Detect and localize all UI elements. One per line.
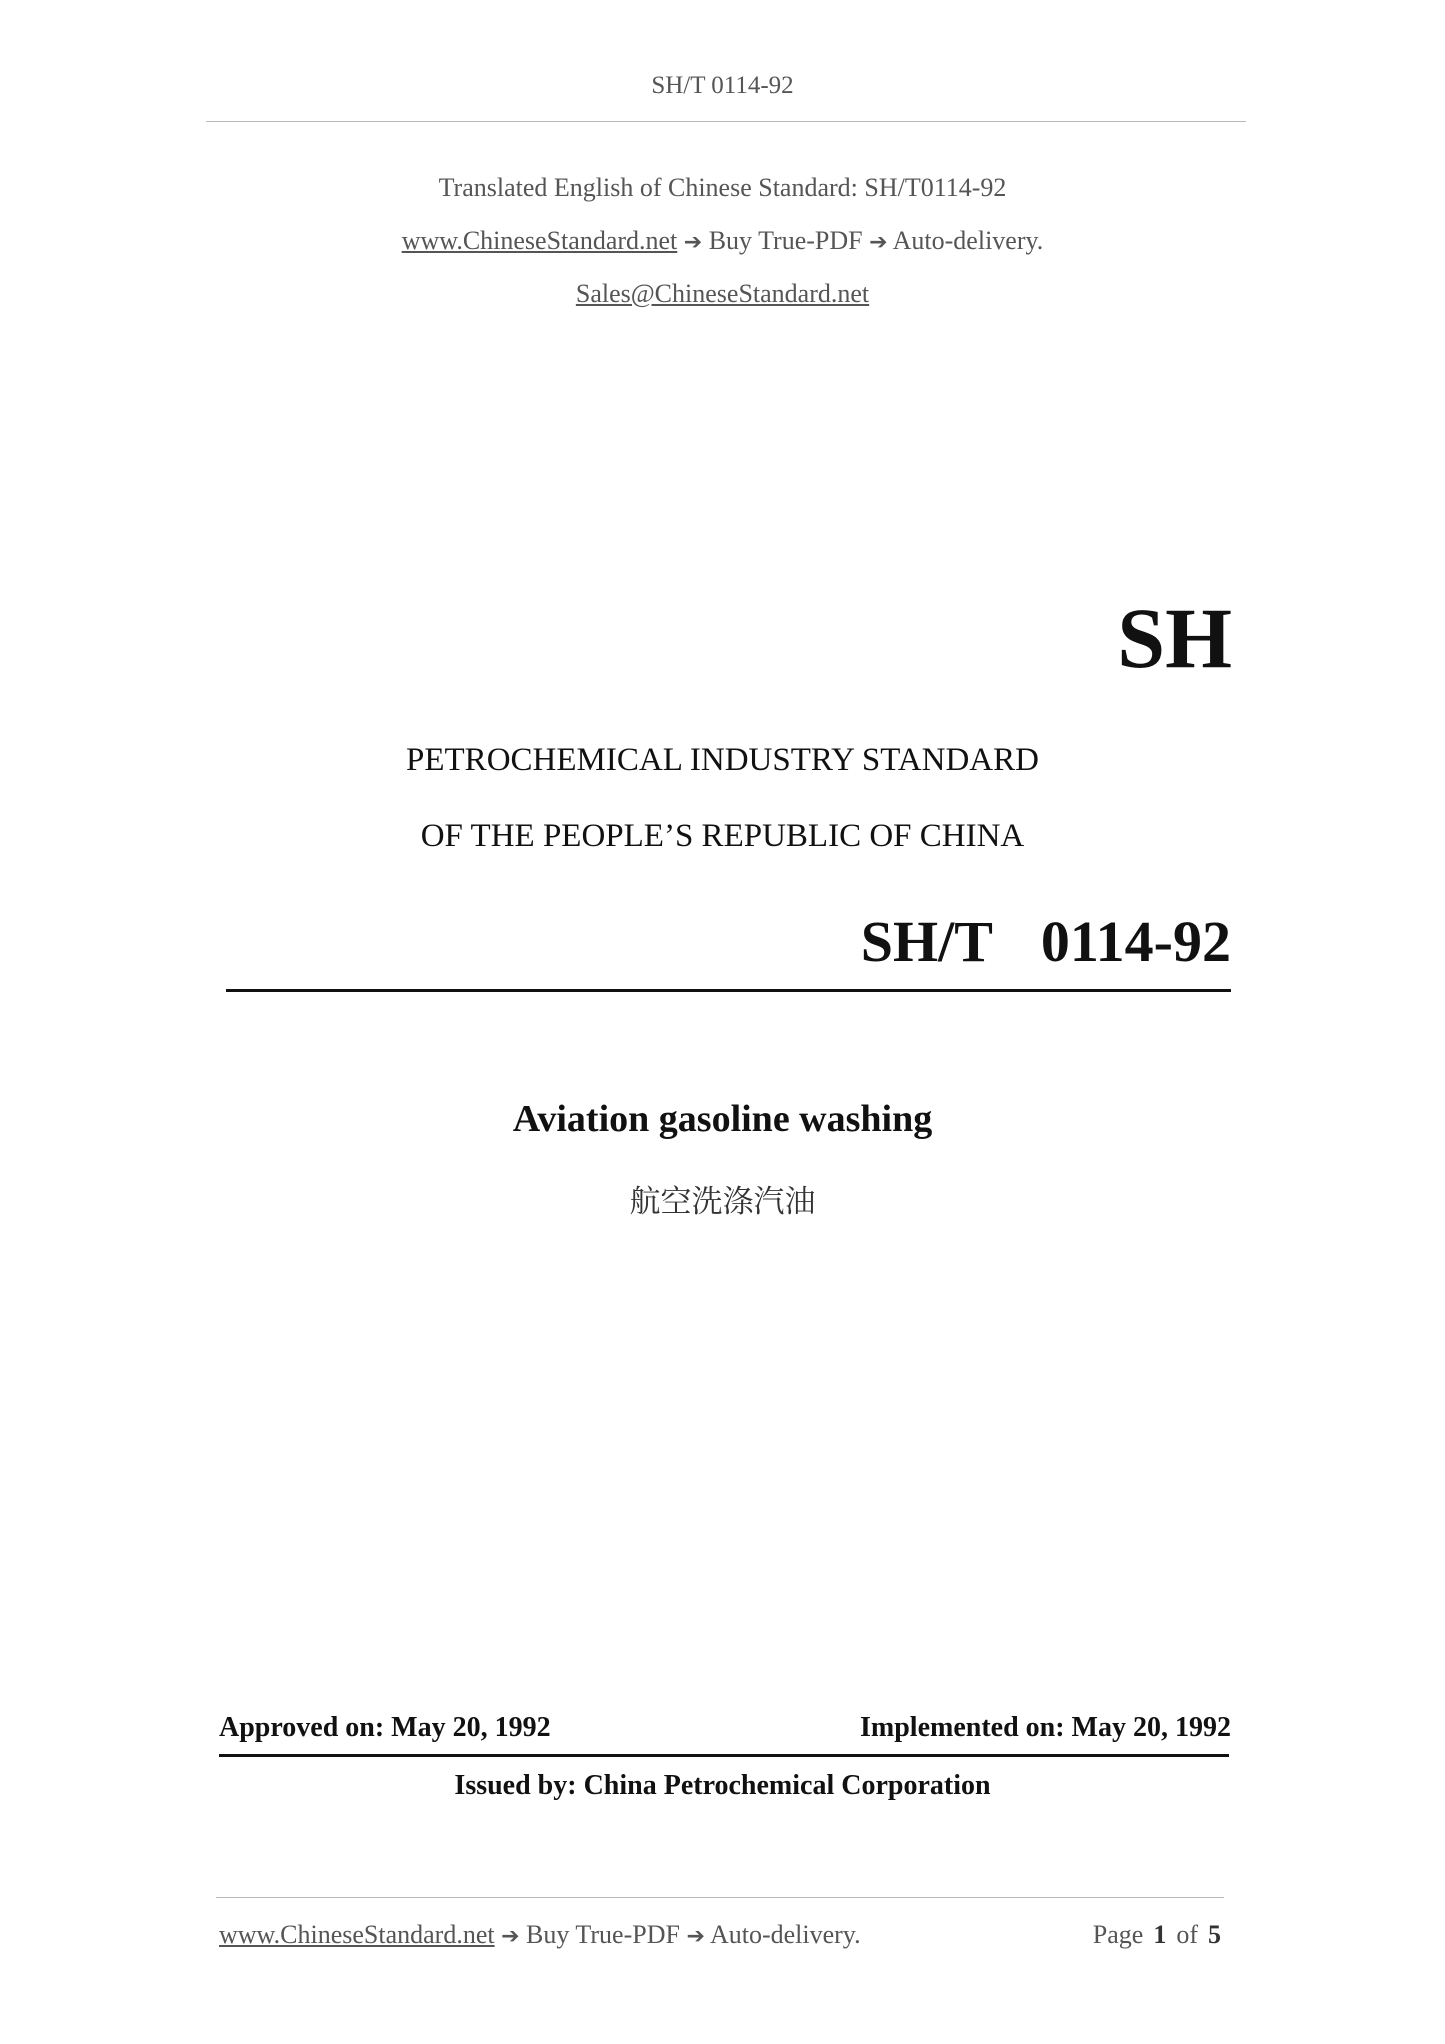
page-word: Page	[1092, 1920, 1144, 1949]
standard-number-divider	[226, 989, 1231, 992]
approved-date: Approved on: May 20, 1992	[219, 1712, 551, 1743]
issued-by: Issued by: China Petrochemical Corporation	[454, 1770, 991, 1801]
email-line	[0, 279, 1445, 309]
arrow-right-icon: ➔	[686, 1924, 705, 1949]
header-divider	[206, 121, 1246, 122]
sales-email-link[interactable]: Sales@ChineseStandard.net	[575, 279, 870, 308]
buy-true-pdf-text: Buy True-PDF	[708, 226, 863, 255]
arrow-right-icon: ➔	[869, 230, 888, 255]
standard-number: SH/T 0114-92	[860, 909, 1231, 974]
arrow-right-icon: ➔	[501, 1924, 520, 1949]
of-word: of	[1176, 1920, 1198, 1949]
running-header: SH/T 0114-92	[651, 72, 794, 99]
auto-delivery-text: Auto-delivery.	[892, 226, 1044, 255]
page-current: 1	[1153, 1920, 1167, 1949]
footer-purchase-notice	[219, 1920, 861, 1950]
website-link[interactable]: www.ChineseStandard.net	[401, 226, 678, 255]
translation-notice: Translated English of Chinese Standard: SH/T0114-92	[438, 173, 1007, 202]
standard-category-line-2: OF THE PEOPLE’S REPUBLIC OF CHINA	[420, 818, 1025, 854]
document-title-english: Aviation gasoline washing	[512, 1098, 933, 1140]
standard-category-line-1: PETROCHEMICAL INDUSTRY STANDARD	[406, 742, 1039, 778]
arrow-right-icon: ➔	[683, 230, 703, 255]
page-total: 5	[1208, 1920, 1221, 1949]
purchase-notice	[0, 226, 1445, 256]
footer-auto-delivery-text: Auto-delivery.	[709, 1920, 861, 1949]
page-indicator	[1093, 1920, 1221, 1950]
document-title-chinese: 航空洗涤汽油	[629, 1184, 816, 1220]
standard-mark: SH	[1117, 590, 1232, 686]
footer-divider	[216, 1897, 1224, 1898]
footer-buy-true-pdf-text: Buy True-PDF	[526, 1920, 680, 1949]
dates-divider	[219, 1754, 1229, 1757]
implemented-date: Implemented on: May 20, 1992	[860, 1712, 1231, 1743]
footer-website-link[interactable]: www.ChineseStandard.net	[219, 1920, 495, 1949]
